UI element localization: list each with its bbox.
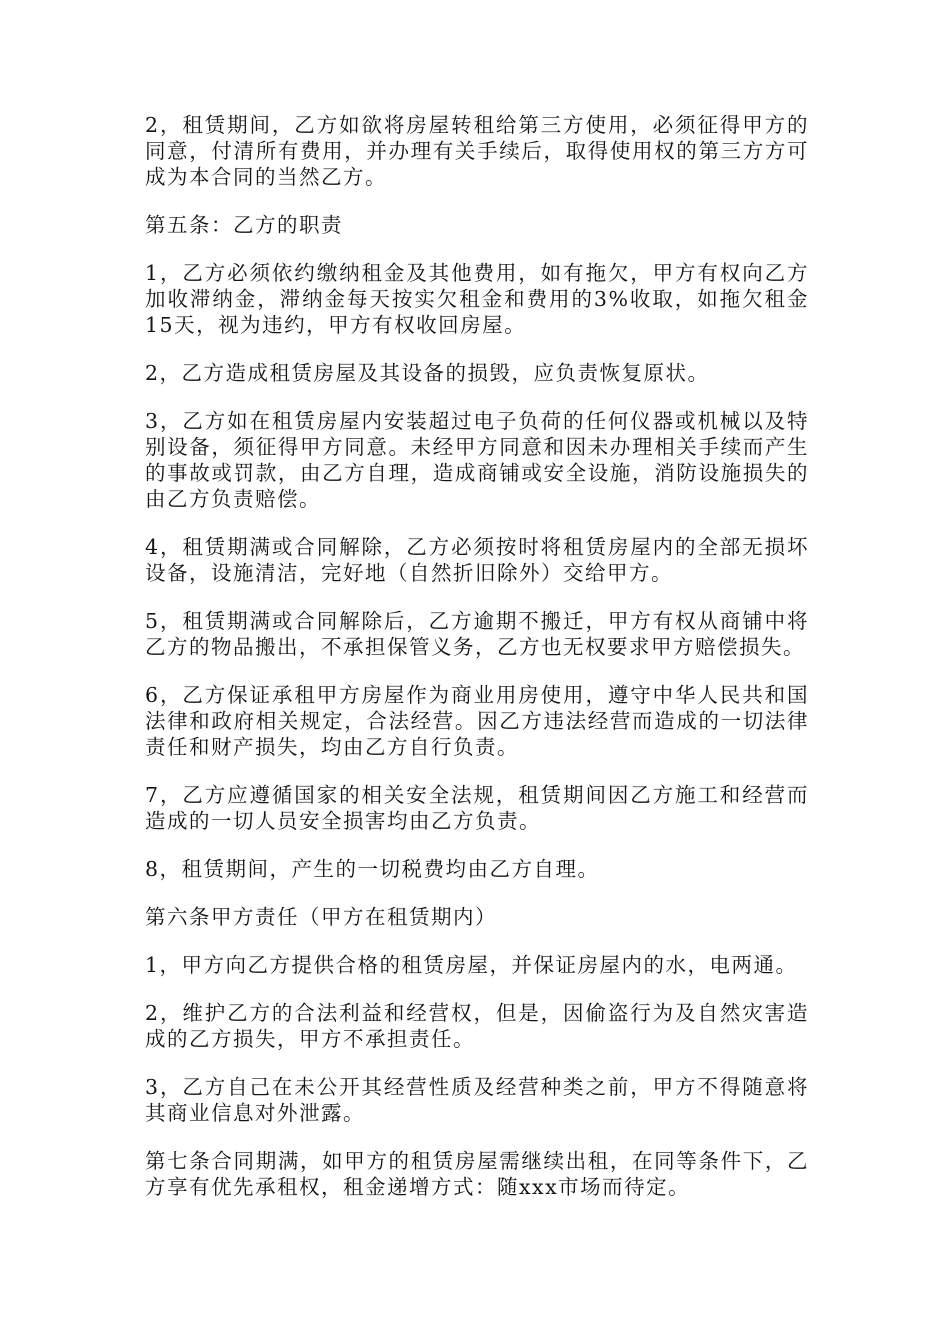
clause-5-item-6: 6，乙方保证承租甲方房屋作为商业用房使用，遵守中华人民共和国法律和政府相关规定，合法经营。因乙方违法经营而造成的一切法律责任和财产损失，均由乙方自行负责。 [145, 683, 809, 759]
clause-5-item-2: 2，乙方造成租赁房屋及其设备的损毁，应负责恢复原状。 [145, 361, 710, 385]
clause-6-item-1: 1，甲方向乙方提供合格的租赁房屋，并保证房屋内的水，电两通。 [145, 953, 798, 977]
clause-5-item-5: 5，租赁期满或合同解除后，乙方逾期不搬迁，甲方有权从商铺中将乙方的物品搬出，不承担保管义务，乙方也无权要求甲方赔偿损失。 [145, 609, 809, 659]
article-6-heading: 第六条甲方责任（甲方在租赁期内） [145, 905, 497, 929]
clause-5-item-4: 4，租赁期满或合同解除，乙方必须按时将租赁房屋内的全部无损坏设备，设施清洁，完好地（自然折旧除外）交给甲方。 [145, 535, 809, 585]
clause-5-item-7: 7，乙方应遵循国家的相关安全法规，租赁期间因乙方施工和经营而造成的一切人员安全损害均由乙方负责。 [145, 783, 809, 833]
article-5-heading: 第五条：乙方的职责 [145, 213, 343, 237]
article-7-paragraph: 第七条合同期满，如甲方的租赁房屋需继续出租，在同等条件下，乙方享有优先承租权，租金递增方式：随xxx市场而待定。 [145, 1149, 809, 1199]
clause-5-item-3: 3，乙方如在租赁房屋内安装超过电子负荷的任何仪器或机械以及特别设备，须征得甲方同意。未经甲方同意和因未办理相关手续而产生的事故或罚款，由乙方自理，造成商铺或安全设施，消防设施损失的由乙方负责赔偿。 [145, 409, 809, 511]
clause-6-item-2: 2，维护乙方的合法利益和经营权，但是，因偷盗行为及自然灾害造成的乙方损失，甲方不承担责任。 [145, 1001, 809, 1051]
clause-5-item-8: 8，租赁期间，产生的一切税费均由乙方自理。 [145, 857, 600, 881]
document-body [145, 112, 809, 1222]
clause-4-item-2: 2，租赁期间，乙方如欲将房屋转租给第三方使用，必须征得甲方的同意，付清所有费用，并办理有关手续后，取得使用权的第三方方可成为本合同的当然乙方。 [145, 113, 809, 189]
clause-5-item-1: 1，乙方必须依约缴纳租金及其他费用，如有拖欠，甲方有权向乙方加收滞纳金，滞纳金每天按实欠租金和费用的3%收取，如拖欠租金15天，视为违约，甲方有权收回房屋。 [145, 261, 809, 337]
clause-6-item-3: 3，乙方自己在未公开其经营性质及经营种类之前，甲方不得随意将其商业信息对外泄露。 [145, 1075, 809, 1125]
